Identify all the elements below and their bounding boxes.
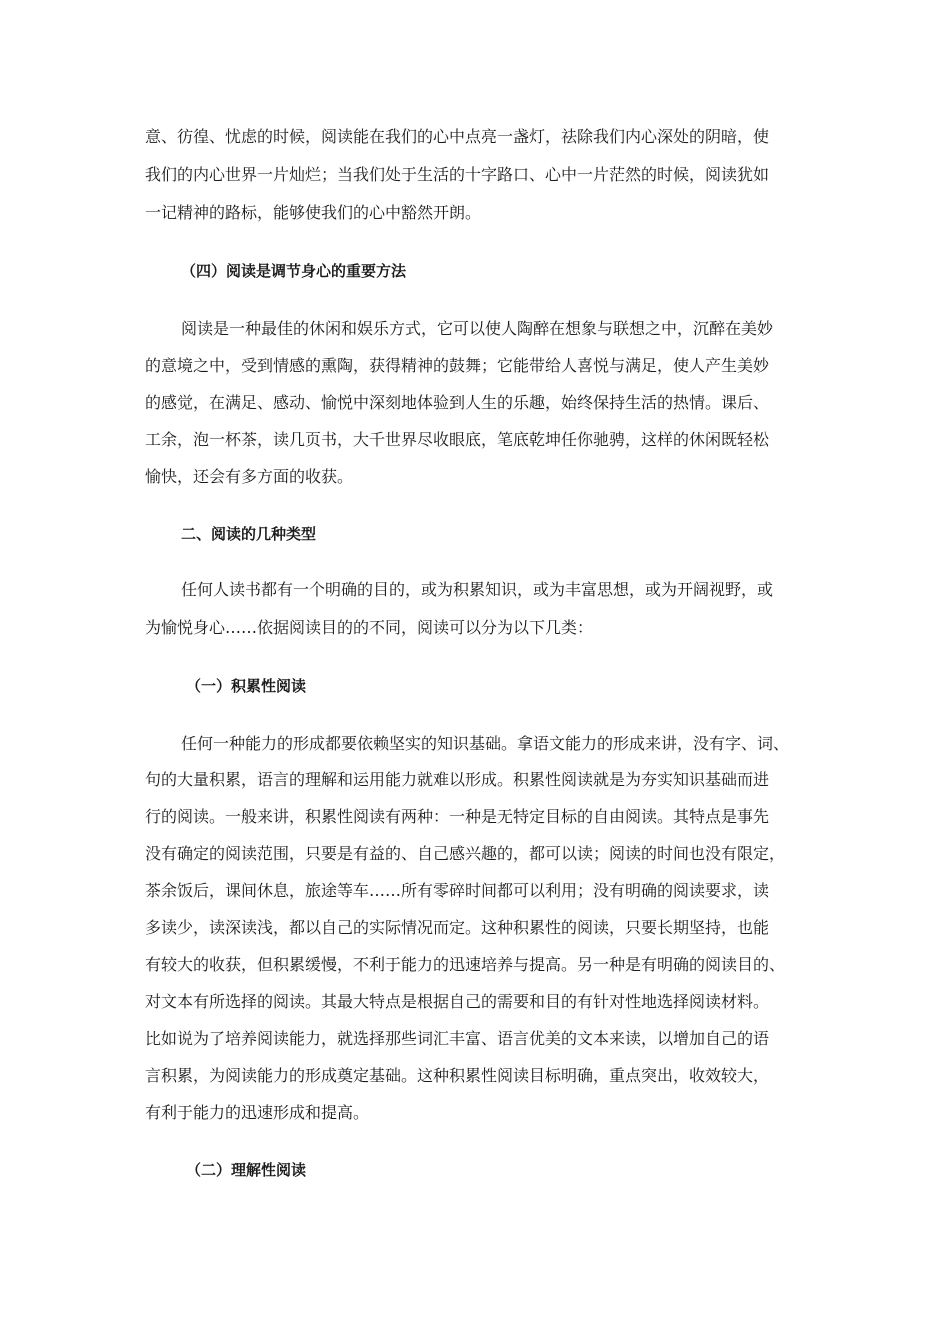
section-heading: 二、阅读的几种类型 (181, 525, 317, 543)
paragraph-line: 我们的内心世界一片灿烂；当我们处于生活的十字路口、心中一片茫然的时候，阅读犹如 (145, 165, 770, 184)
section-heading: （四）阅读是调节身心的重要方法 (181, 262, 407, 280)
paragraph-line: 的感觉，在满足、感动、愉悦中深刻地体验到人生的乐趣，始终保持生活的热情。课后、 (145, 393, 770, 412)
paragraph-line: 有较大的收获，但积累缓慢，不利于能力的迅速培养与提高。另一种是有明确的阅读目的、 (145, 955, 786, 974)
paragraph-line: 比如说为了培养阅读能力，就选择那些词汇丰富、语言优美的文本来读，以增加自己的语 (145, 1029, 770, 1048)
paragraph-line: 愉快，还会有多方面的收获。 (145, 467, 354, 486)
paragraph-line: 工余，泡一杯茶，读几页书，大千世界尽收眼底，笔底乾坤任你驰骋，这样的休闲既轻松 (145, 430, 770, 449)
paragraph-line: 任何人读书都有一个明确的目的，或为积累知识，或为丰富思想，或为开阔视野，或 (181, 580, 774, 599)
paragraph-line: 一记精神的路标，能够使我们的心中豁然开朗。 (145, 203, 482, 222)
paragraph-line: 为愉悦身心……依据阅读目的的不同，阅读可以分为以下几类： (145, 618, 594, 637)
paragraph-line: 行的阅读。一般来讲，积累性阅读有两种：一种是无特定目标的自由阅读。其特点是事先 (145, 807, 770, 826)
section-heading: （二）理解性阅读 (186, 1161, 307, 1179)
paragraph-line: 对文本有所选择的阅读。其最大特点是根据自己的需要和目的有针对性地选择阅读材料。 (145, 992, 770, 1011)
paragraph-line: 多读少，读深读浅，都以自己的实际情况而定。这种积累性的阅读，只要长期坚持，也能 (145, 918, 770, 937)
paragraph-line: 任何一种能力的形成都要依赖坚实的知识基础。拿语文能力的形成来讲，没有字、词、 (181, 734, 790, 753)
paragraph-line: 没有确定的阅读范围，只要是有益的、自己感兴趣的，都可以读；阅读的时间也没有限定， (145, 844, 786, 863)
paragraph-line: 有利于能力的迅速形成和提高。 (145, 1103, 370, 1122)
paragraph-line: 阅读是一种最佳的休闲和娱乐方式，它可以使人陶醉在想象与联想之中，沉醉在美妙 (181, 319, 774, 338)
paragraph-line: 言积累，为阅读能力的形成奠定基础。这种积累性阅读目标明确，重点突出，收效较大， (145, 1066, 770, 1085)
paragraph-line: 意、彷徨、忧虑的时候，阅读能在我们的心中点亮一盏灯，祛除我们内心深处的阴暗，使 (145, 127, 770, 146)
paragraph-line: 句的大量积累，语言的理解和运用能力就难以形成。积累性阅读就是为夯实知识基础而进 (145, 770, 770, 789)
paragraph-line: 的意境之中，受到情感的熏陶，获得精神的鼓舞；它能带给人喜悦与满足，使人产生美妙 (145, 356, 770, 375)
section-heading: （一）积累性阅读 (186, 677, 307, 695)
paragraph-line: 茶余饭后，课间休息，旅途等车……所有零碎时间都可以利用；没有明确的阅读要求，读 (145, 881, 770, 900)
